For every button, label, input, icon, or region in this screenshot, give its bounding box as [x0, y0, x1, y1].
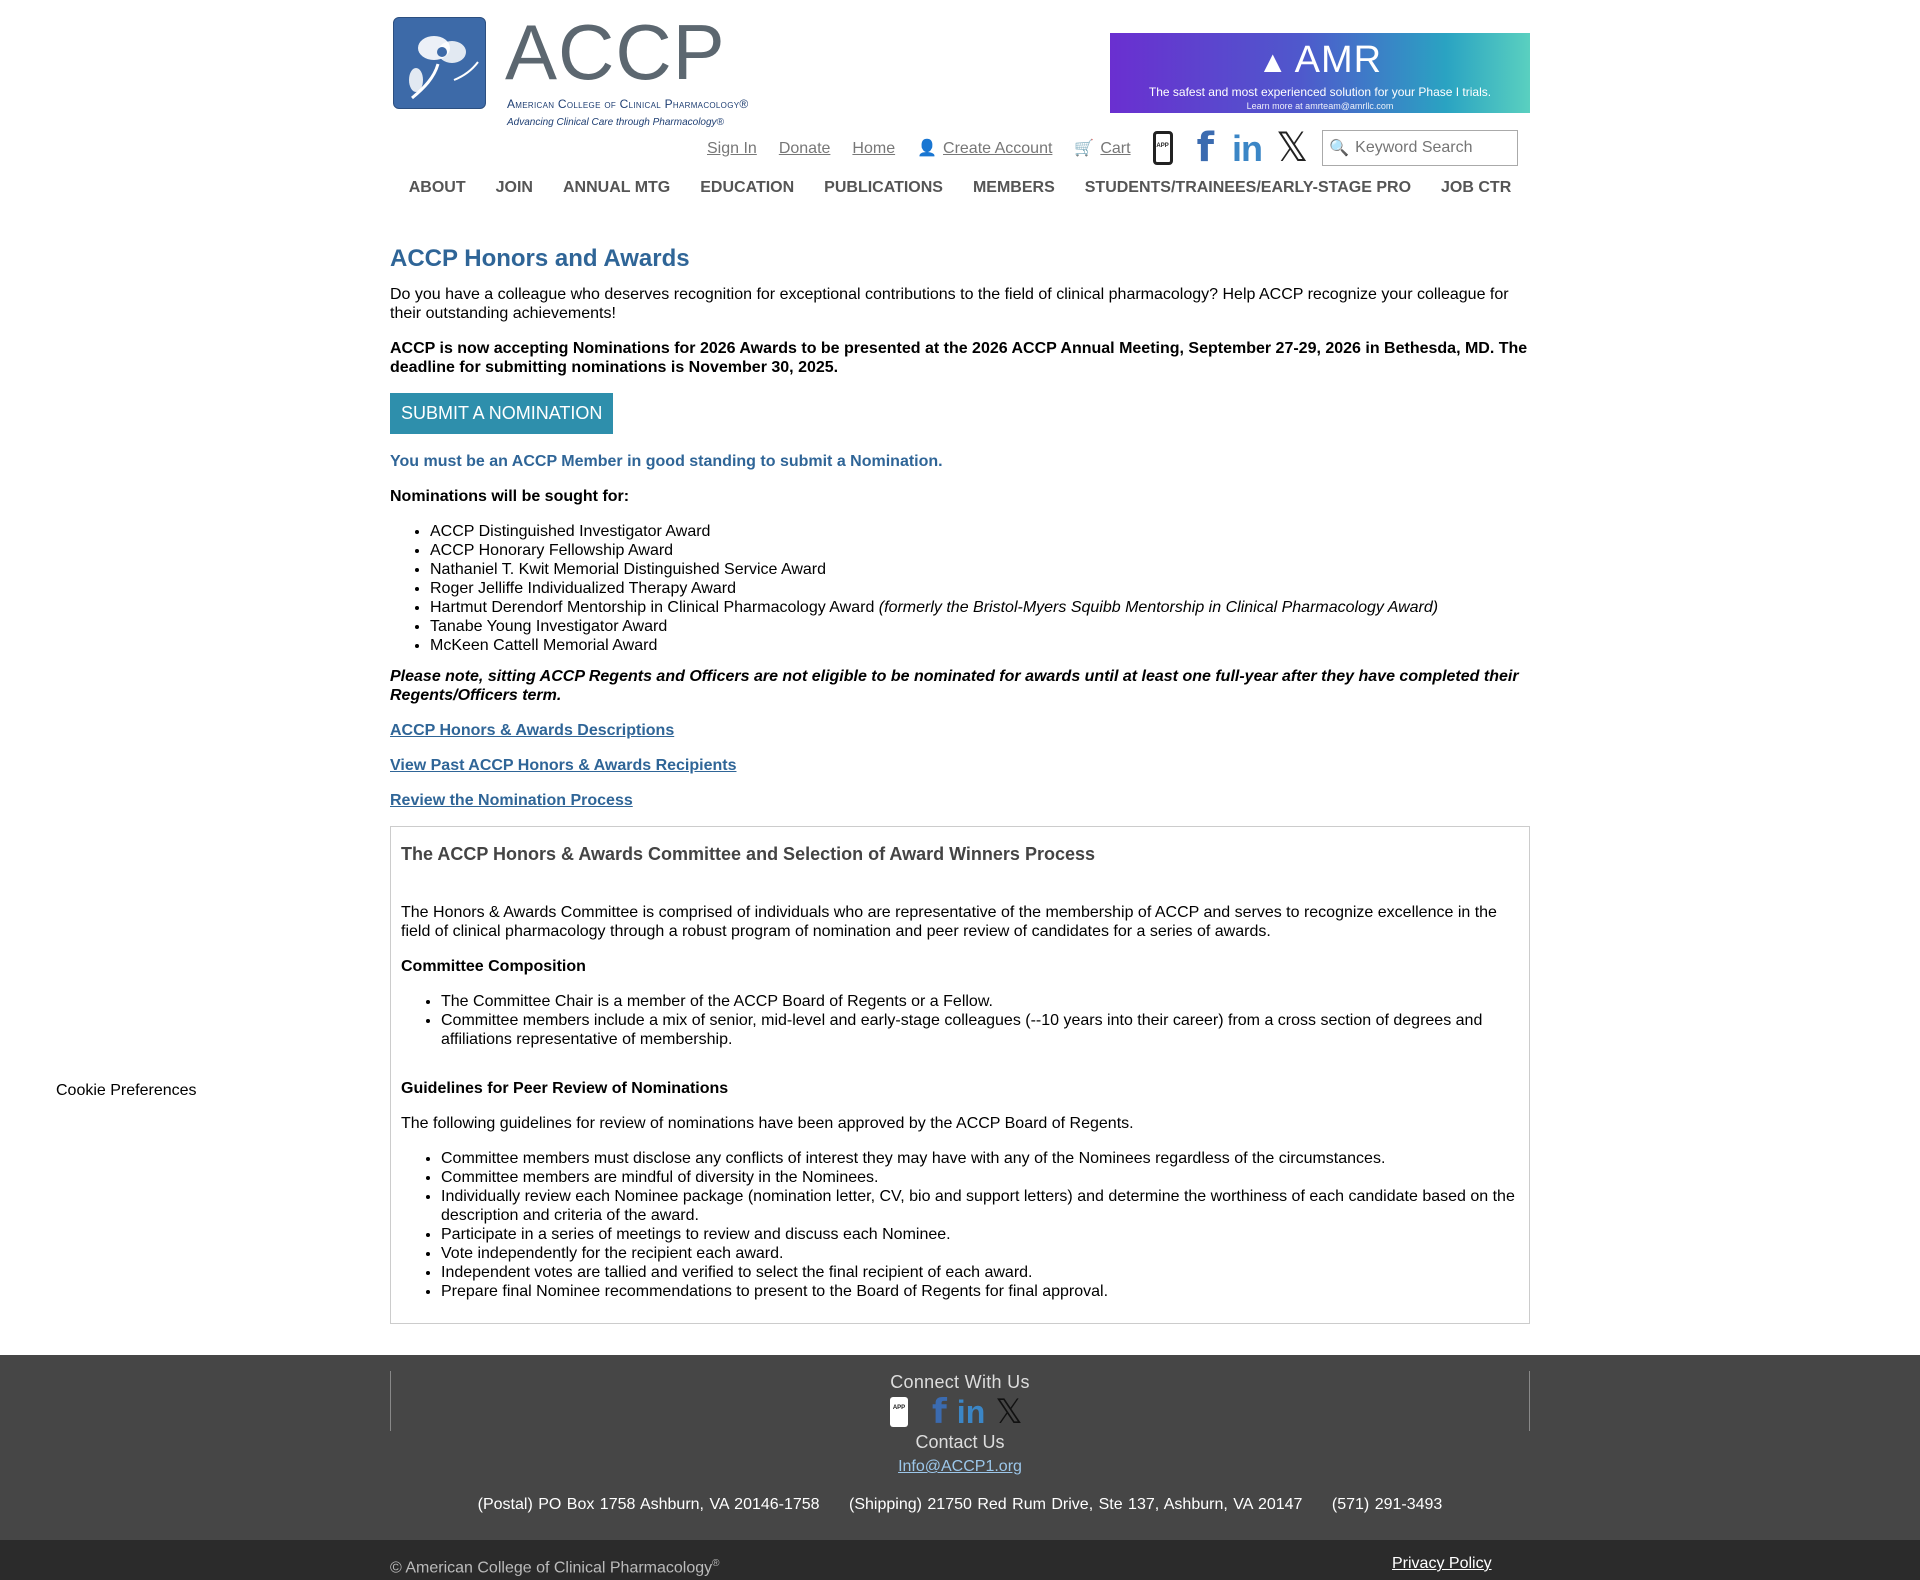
list-item: • Vote independently for the recipient each award. [441, 1244, 1519, 1263]
sought-heading: Nominations will be sought for: [390, 488, 630, 505]
logo-tagline: Advancing Clinical Care through Pharmacology® [507, 117, 724, 128]
main-content [390, 245, 1530, 1324]
shipping-address: (Shipping) 21750 Red Rum Drive, Ste 137, Ashburn, VA 20147 [849, 1496, 1303, 1513]
guidelines-intro: The following guidelines for review of nominations have been approved by the ACCP Board of Regents. [401, 1115, 1134, 1132]
donate-link[interactable]: Donate [778, 139, 831, 157]
guidelines-heading: Guidelines for Peer Review of Nominations [401, 1080, 729, 1097]
x-twitter-icon[interactable]: 𝕏 [1275, 124, 1309, 171]
award-name: Hartmut Derendorf Mentorship in Clinical Pharmacology Award [430, 599, 875, 616]
create-account-link[interactable]: Create Account [943, 139, 1053, 157]
copyright: © American College of Clinical Pharmacology® [390, 1558, 720, 1577]
list-item: • The Committee Chair is a member of the ACCP Board of Regents or a Fellow. [441, 992, 1519, 1011]
ad-brand: AMR [1294, 39, 1383, 81]
committee-info-box [390, 826, 1530, 1324]
awards-descriptions-link[interactable]: ACCP Honors & Awards Descriptions [390, 722, 675, 739]
utility-bar [707, 124, 1518, 171]
footer-social-icons [890, 1391, 1023, 1432]
flower-logo-icon [393, 17, 486, 109]
list-item: • Individually review each Nominee package (nomination letter, CV, bio and support letters) and determine the worthiness of each candidate based on the description and criteria of the award. [441, 1187, 1519, 1225]
award-formerly-note: (formerly the Bristol-Myers Squibb Mentorship in Clinical Pharmacology Award) [878, 599, 1439, 616]
list-item: • Independent votes are tallied and verified to select the final recipient of each award. [441, 1263, 1519, 1282]
list-item [430, 598, 1530, 617]
nav-students[interactable]: STUDENTS/TRAINEES/EARLY-STAGE PRO [1084, 179, 1412, 196]
intro-text: Do you have a colleague who deserves recognition for exceptional contributions to the field of clinical pharmacology? Help ACCP recognize your colleague for their outstanding achievements! [390, 286, 1509, 322]
bottom-bar [0, 1540, 1920, 1580]
main-navigation [390, 178, 1530, 197]
facebook-icon[interactable]: f [932, 1391, 947, 1432]
accp-logo[interactable] [393, 8, 793, 133]
mobile-app-icon[interactable]: APP [1153, 131, 1173, 165]
member-requirement-note: You must be an ACCP Member in good standing to submit a Nomination. [390, 453, 943, 470]
nav-join[interactable]: JOIN [495, 179, 533, 196]
amr-logo-icon: ▲ [1257, 46, 1289, 79]
list-item: • Nathaniel T. Kwit Memorial Distinguished Service Award [430, 560, 1530, 579]
nav-about[interactable]: ABOUT [408, 179, 466, 196]
list-item: • McKeen Cattell Memorial Award [430, 636, 1530, 655]
email-link[interactable]: Info@ACCP1.org [898, 1458, 1022, 1475]
list-item: • Committee members are mindful of diversity in the Nominees. [441, 1168, 1519, 1187]
accepting-notice: ACCP is now accepting Nominations for 2026 Awards to be presented at the 2026 ACCP Annual Meeting, September 27-29, 2026 in Bethesda, MD. The deadline for submitting nominations is November 30, 2025. [390, 340, 1528, 376]
composition-heading: Committee Composition [401, 958, 586, 975]
cart-icon: 🛒 [1074, 139, 1095, 157]
amr-advertisement-banner[interactable] [1110, 33, 1530, 113]
past-recipients-link[interactable]: View Past ACCP Honors & Awards Recipients [390, 757, 737, 774]
awards-list [430, 522, 1530, 655]
search-input[interactable] [1355, 139, 1515, 157]
list-item: • ACCP Distinguished Investigator Award [430, 522, 1530, 541]
list-item: • Tanabe Young Investigator Award [430, 617, 1530, 636]
mobile-app-icon[interactable]: APP [890, 1397, 908, 1427]
nav-members[interactable]: MEMBERS [972, 179, 1055, 196]
sign-in-link[interactable]: Sign In [707, 139, 757, 157]
x-twitter-icon[interactable]: 𝕏 [995, 1391, 1023, 1432]
list-item: • Prepare final Nominee recommendations to present to the Board of Regents for final approval. [441, 1282, 1519, 1301]
privacy-policy-link[interactable]: Privacy Policy [1392, 1555, 1492, 1572]
list-item: • ACCP Honorary Fellowship Award [430, 541, 1530, 560]
committee-box-title: The ACCP Honors & Awards Committee and Selection of Award Winners Process [401, 844, 1095, 864]
facebook-icon[interactable]: f [1196, 124, 1214, 171]
site-footer [0, 1355, 1920, 1540]
submit-nomination-button[interactable]: SUBMIT A NOMINATION [390, 393, 613, 434]
list-item: • Committee members include a mix of senior, mid-level and early-stage colleagues (--10 years into their career) from a cross section of degrees and affiliations representative of membership. [441, 1011, 1519, 1049]
nav-annual-mtg[interactable]: ANNUAL MTG [562, 179, 671, 196]
regents-note: Please note, sitting ACCP Regents and Officers are not eligible to be nominated for awards until at least one full-year after they have completed their Regents/Officers term. [390, 668, 1519, 704]
nav-job-ctr[interactable]: JOB CTR [1441, 179, 1512, 196]
user-icon: 👤 [917, 139, 938, 157]
postal-address: (Postal) PO Box 1758 Ashburn, VA 20146-1758 [477, 1496, 820, 1513]
keyword-search-box[interactable] [1322, 130, 1518, 166]
guidelines-list [441, 1149, 1519, 1301]
list-item: • Roger Jelliffe Individualized Therapy Award [430, 579, 1530, 598]
logo-wordmark: ACCP [505, 8, 726, 96]
home-link[interactable]: Home [852, 139, 896, 157]
ad-headline: The safest and most experienced solution for your Phase I trials. [1148, 85, 1492, 99]
ad-small-print: Learn more at amrteam@amrllc.com [1246, 101, 1394, 111]
search-icon: 🔍 [1329, 139, 1350, 157]
contact-heading: Contact Us [915, 1432, 1005, 1452]
committee-intro: The Honors & Awards Committee is comprised of individuals who are representative of the membership of ACCP and serves to recognize excellence in the field of clinical pharmacology through a robust program of nomination and peer review of candidates for a series of awards. [401, 904, 1497, 940]
linkedin-icon[interactable]: in [956, 1393, 986, 1430]
list-item: • Committee members must disclose any conflicts of interest they may have with any of the Nominees regardless of the circumstances. [441, 1149, 1519, 1168]
list-item: • Participate in a series of meetings to review and discuss each Nominee. [441, 1225, 1519, 1244]
nav-education[interactable]: EDUCATION [700, 179, 795, 196]
cart-link[interactable]: Cart [1100, 139, 1131, 157]
footer-address [0, 1495, 1920, 1514]
connect-heading: Connect With Us [890, 1372, 1030, 1392]
composition-list [441, 992, 1519, 1049]
phone-number: (571) 291-3493 [1331, 1496, 1443, 1513]
page-title: ACCP Honors and Awards [390, 245, 690, 272]
cookie-preferences-link[interactable]: Cookie Preferences [56, 1082, 197, 1099]
nav-publications[interactable]: PUBLICATIONS [824, 179, 943, 196]
linkedin-icon[interactable]: in [1231, 127, 1262, 169]
nomination-process-link[interactable]: Review the Nomination Process [390, 792, 633, 809]
logo-subtitle: American College of Clinical Pharmacology® [507, 97, 749, 111]
